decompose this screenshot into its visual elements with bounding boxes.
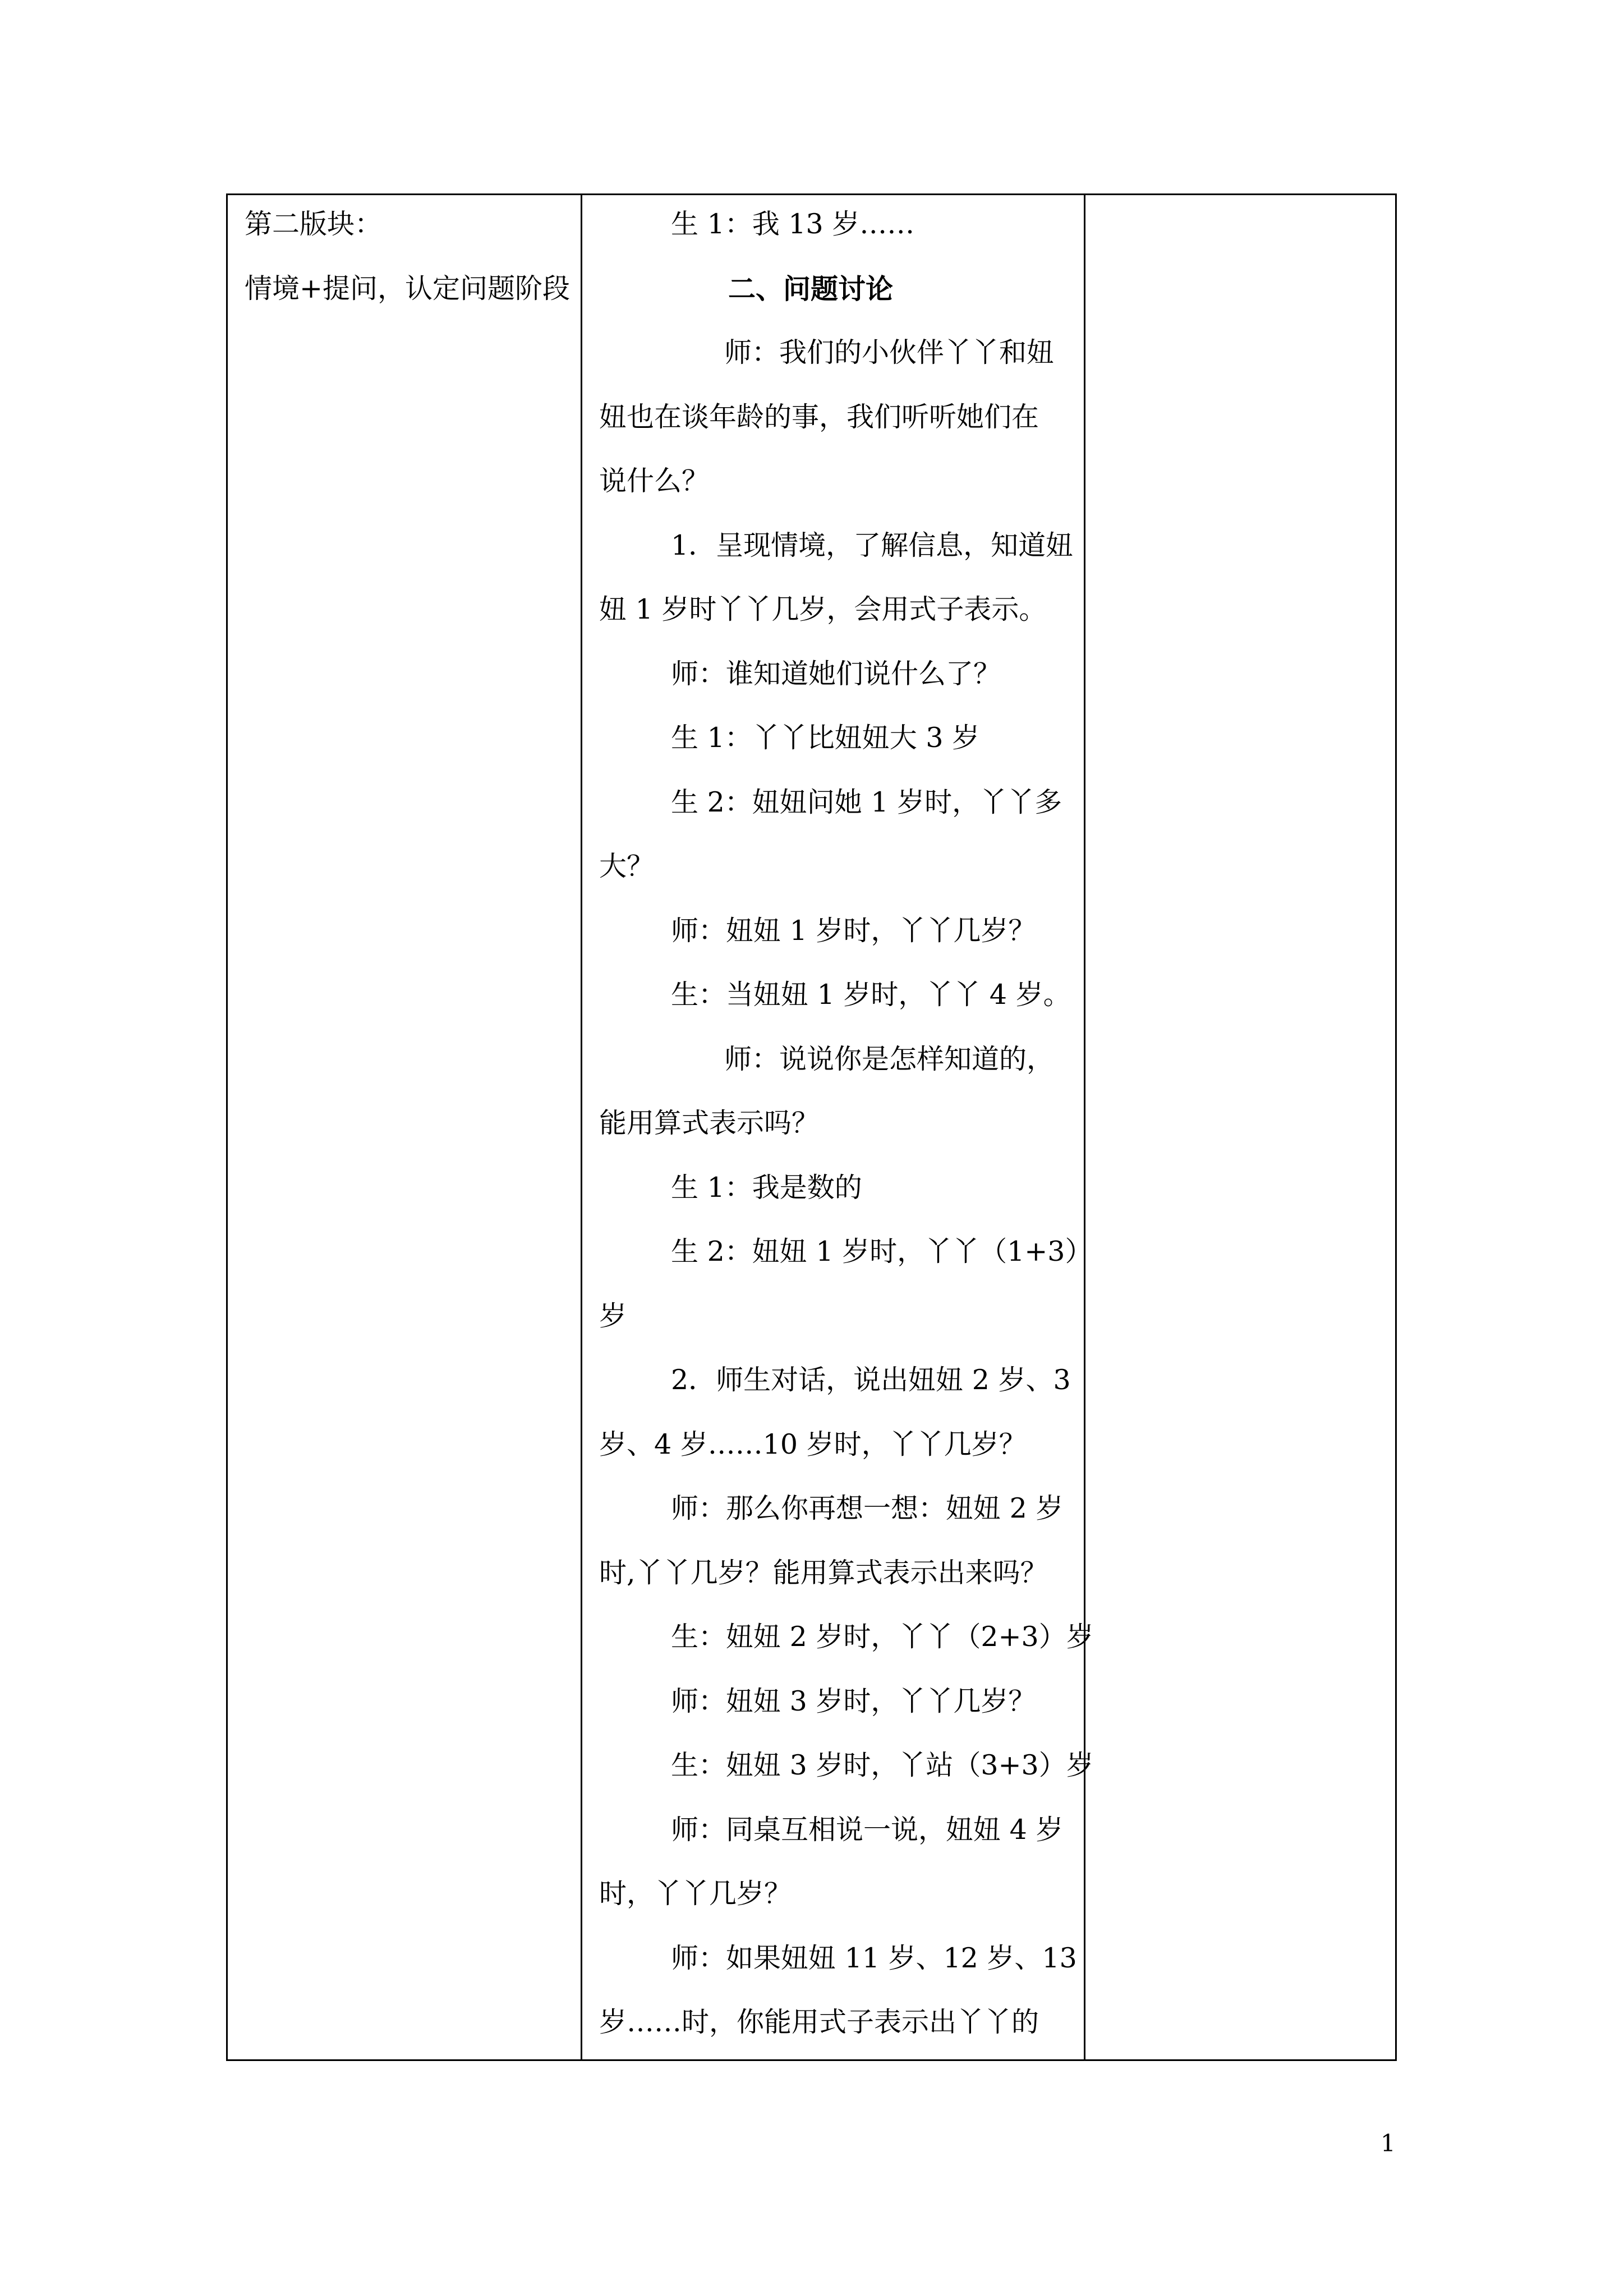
- content-line: 岁: [599, 1300, 627, 1332]
- content-line: 妞 1 岁时丫丫几岁，会用式子表示。: [599, 593, 1047, 625]
- content-line: 生 2：妞妞 1 岁时，丫丫（1+3）: [671, 1235, 1093, 1267]
- content-line: 大？: [599, 850, 655, 882]
- stage-column: [228, 195, 581, 2059]
- content-line: 2．师生对话，说出妞妞 2 岁、3: [671, 1364, 1071, 1396]
- content-line: 时，丫丫几岁？: [599, 1878, 792, 1910]
- content-line: 师：我们的小伙伴丫丫和妞: [724, 336, 1055, 368]
- content-line: 说什么？: [599, 465, 710, 497]
- content-line: 生 1：我 13 岁……: [671, 208, 915, 240]
- content-line: 能用算式表示吗？: [599, 1107, 820, 1139]
- stage-title: 第二版块：: [245, 208, 383, 240]
- content-line: 师：那么你再想一想：妞妞 2 岁: [671, 1492, 1064, 1524]
- content-line: 师：说说你是怎样知道的，: [724, 1043, 1055, 1075]
- content-line: 生 1：丫丫比妞妞大 3 岁: [671, 722, 980, 754]
- content-line: 师：如果妞妞 11 岁、12 岁、13: [671, 1942, 1077, 1974]
- section-heading: 二、问题讨论: [728, 273, 894, 305]
- content-line: 1．呈现情境，了解信息，知道妞: [671, 529, 1074, 561]
- content-line: 时,丫丫几岁？能用算式表示出来吗？: [599, 1557, 1048, 1589]
- content-line: 生：当妞妞 1 岁时，丫丫 4 岁。: [671, 979, 1071, 1011]
- page-number: 1: [1381, 2129, 1396, 2157]
- content-line: 妞也在谈年龄的事，我们听听她们在: [599, 401, 1039, 433]
- content-line: 岁、4 岁……10 岁时，丫丫几岁？: [599, 1428, 1027, 1460]
- content-line: 生：妞妞 2 岁时，丫丫（2+3）岁: [671, 1621, 1094, 1653]
- content-line: 生：妞妞 3 岁时，丫站（3+3）岁: [671, 1749, 1094, 1781]
- content-line: 师：妞妞 3 岁时，丫丫几岁？: [671, 1685, 1036, 1717]
- content-line: 生 1：我是数的: [671, 1172, 862, 1204]
- content-line: 岁……时，你能用式子表示出丫丫的: [599, 2006, 1039, 2038]
- content-line: 师：妞妞 1 岁时，丫丫几岁？: [671, 915, 1036, 947]
- notes-column: [1085, 195, 1395, 2059]
- content-line: 生 2：妞妞问她 1 岁时，丫丫多: [671, 786, 1062, 818]
- stage-subtitle: 情境+提问，认定问题阶段: [245, 273, 571, 305]
- content-line: 师：同桌互相说一说，妞妞 4 岁: [671, 1814, 1064, 1846]
- content-column: [582, 195, 1094, 2059]
- content-line: 师：谁知道她们说什么了？: [671, 658, 1001, 690]
- lesson-table: [226, 193, 1397, 2061]
